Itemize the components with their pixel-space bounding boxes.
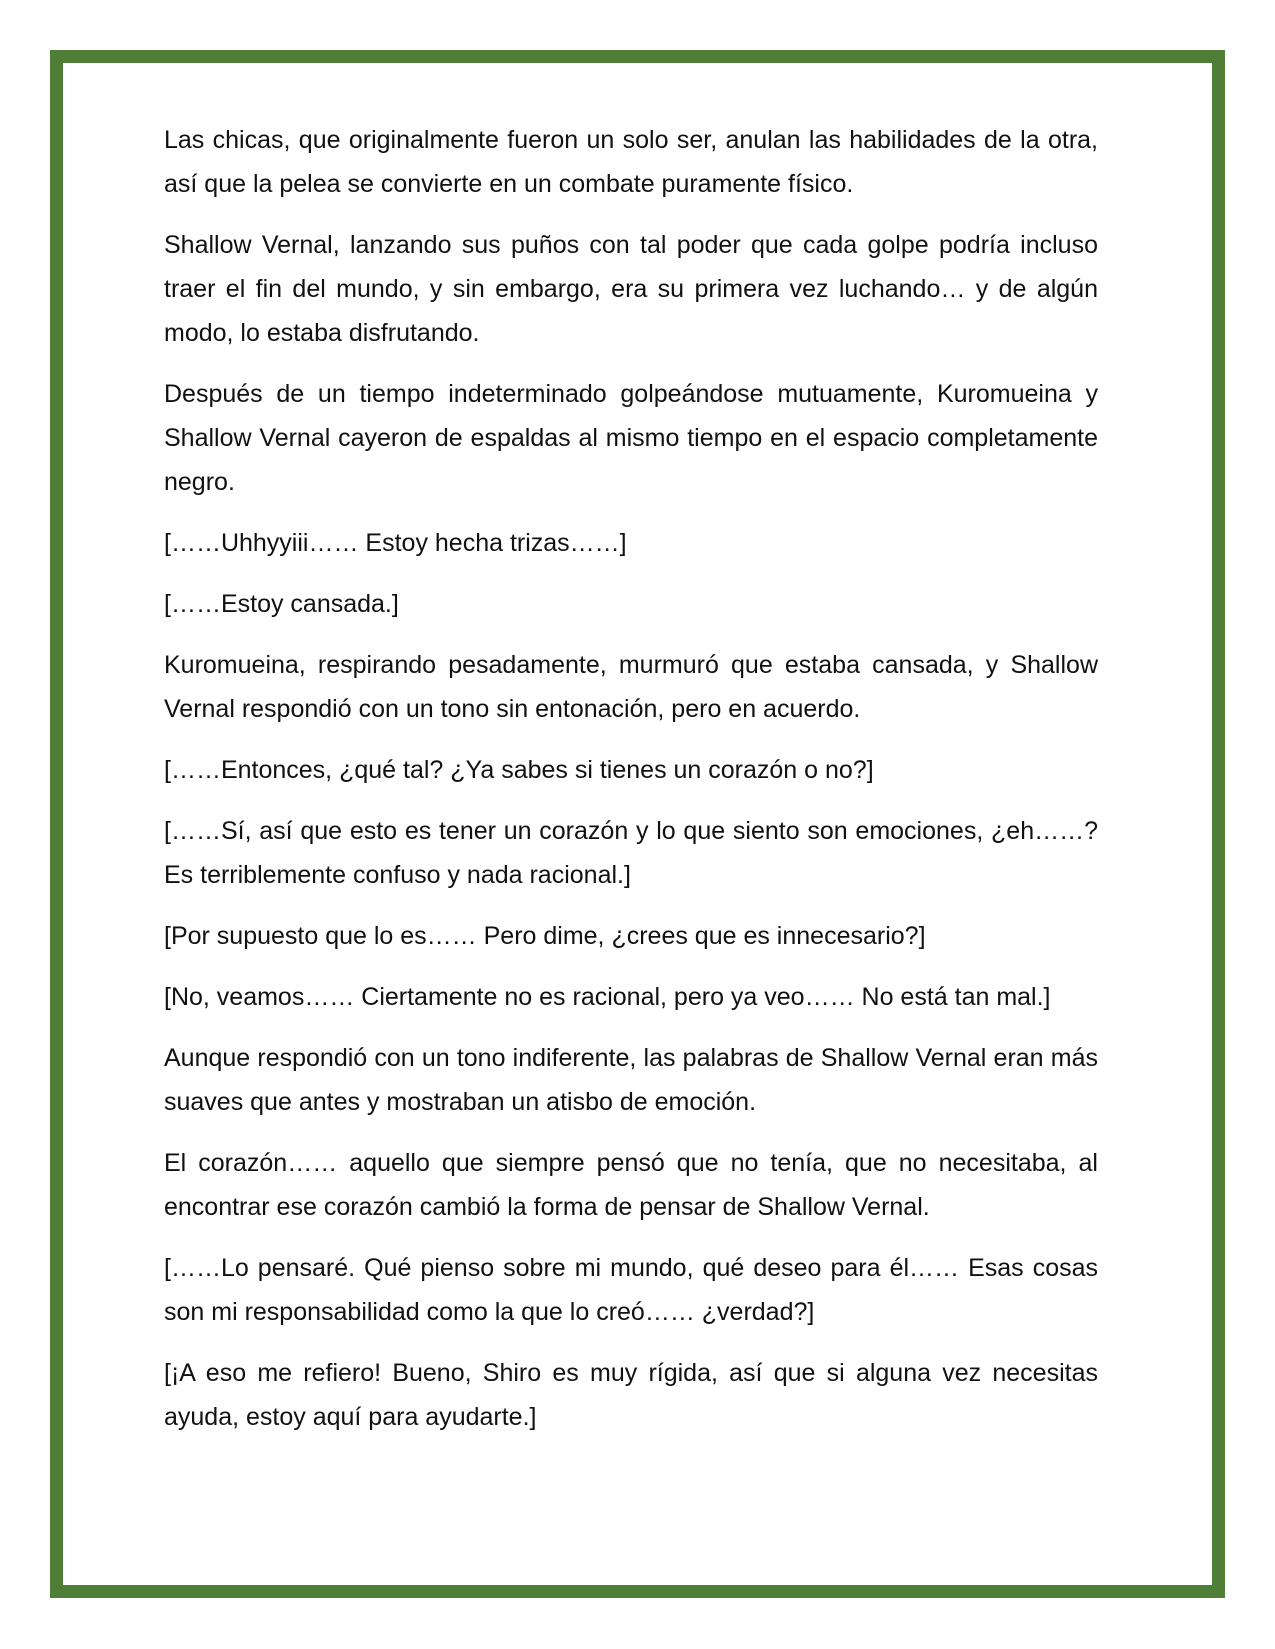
paragraph: El corazón…… aquello que siempre pensó que no tenía, que no necesitaba, al encontrar ese corazón cambió la forma de pensar de Shallow Vernal. (164, 1149, 1098, 1221)
paragraph: Shallow Vernal, lanzando sus puños con tal poder que cada golpe podría incluso traer el fin del mundo, y sin embargo, era su primera vez luchando… y de algún modo, lo estaba disfrutando. (164, 231, 1098, 347)
dialogue-line: [Por supuesto que lo es…… Pero dime, ¿crees que es innecesario?] (164, 922, 926, 950)
dialogue-line: [No, veamos…… Ciertamente no es racional, pero ya veo…… No está tan mal.] (164, 983, 1051, 1011)
dialogue-line: [……Sí, así que esto es tener un corazón y lo que siento son emociones, ¿eh……? Es terriblemente confuso y nada racional.] (164, 817, 1098, 889)
dialogue-line: [……Entonces, ¿qué tal? ¿Ya sabes si tienes un corazón o no?] (164, 756, 874, 784)
paragraph: Aunque respondió con un tono indiferente, las palabras de Shallow Vernal eran más suaves que antes y mostraban un atisbo de emoción. (164, 1044, 1098, 1116)
paragraph: Después de un tiempo indeterminado golpeándose mutuamente, Kuromueina y Shallow Vernal cayeron de espaldas al mismo tiempo en el espacio completamente negro. (164, 380, 1098, 496)
dialogue-line: [……Lo pensaré. Qué pienso sobre mi mundo, qué deseo para él…… Esas cosas son mi responsabilidad como la que lo creó…… ¿verdad?] (164, 1254, 1098, 1326)
dialogue-line: [……Estoy cansada.] (164, 590, 399, 618)
page-body (164, 118, 1098, 1456)
paragraph: Las chicas, que originalmente fueron un solo ser, anulan las habilidades de la otra, así que la pelea se convierte en un combate puramente físico. (164, 126, 1098, 198)
dialogue-line: [¡A eso me refiero! Bueno, Shiro es muy rígida, así que si alguna vez necesitas ayuda, estoy aquí para ayudarte.] (164, 1359, 1098, 1431)
dialogue-line: [……Uhhyyiii…… Estoy hecha trizas……] (164, 529, 627, 557)
paragraph: Kuromueina, respirando pesadamente, murmuró que estaba cansada, y Shallow Vernal respondió con un tono sin entonación, pero en acuerdo. (164, 651, 1098, 723)
